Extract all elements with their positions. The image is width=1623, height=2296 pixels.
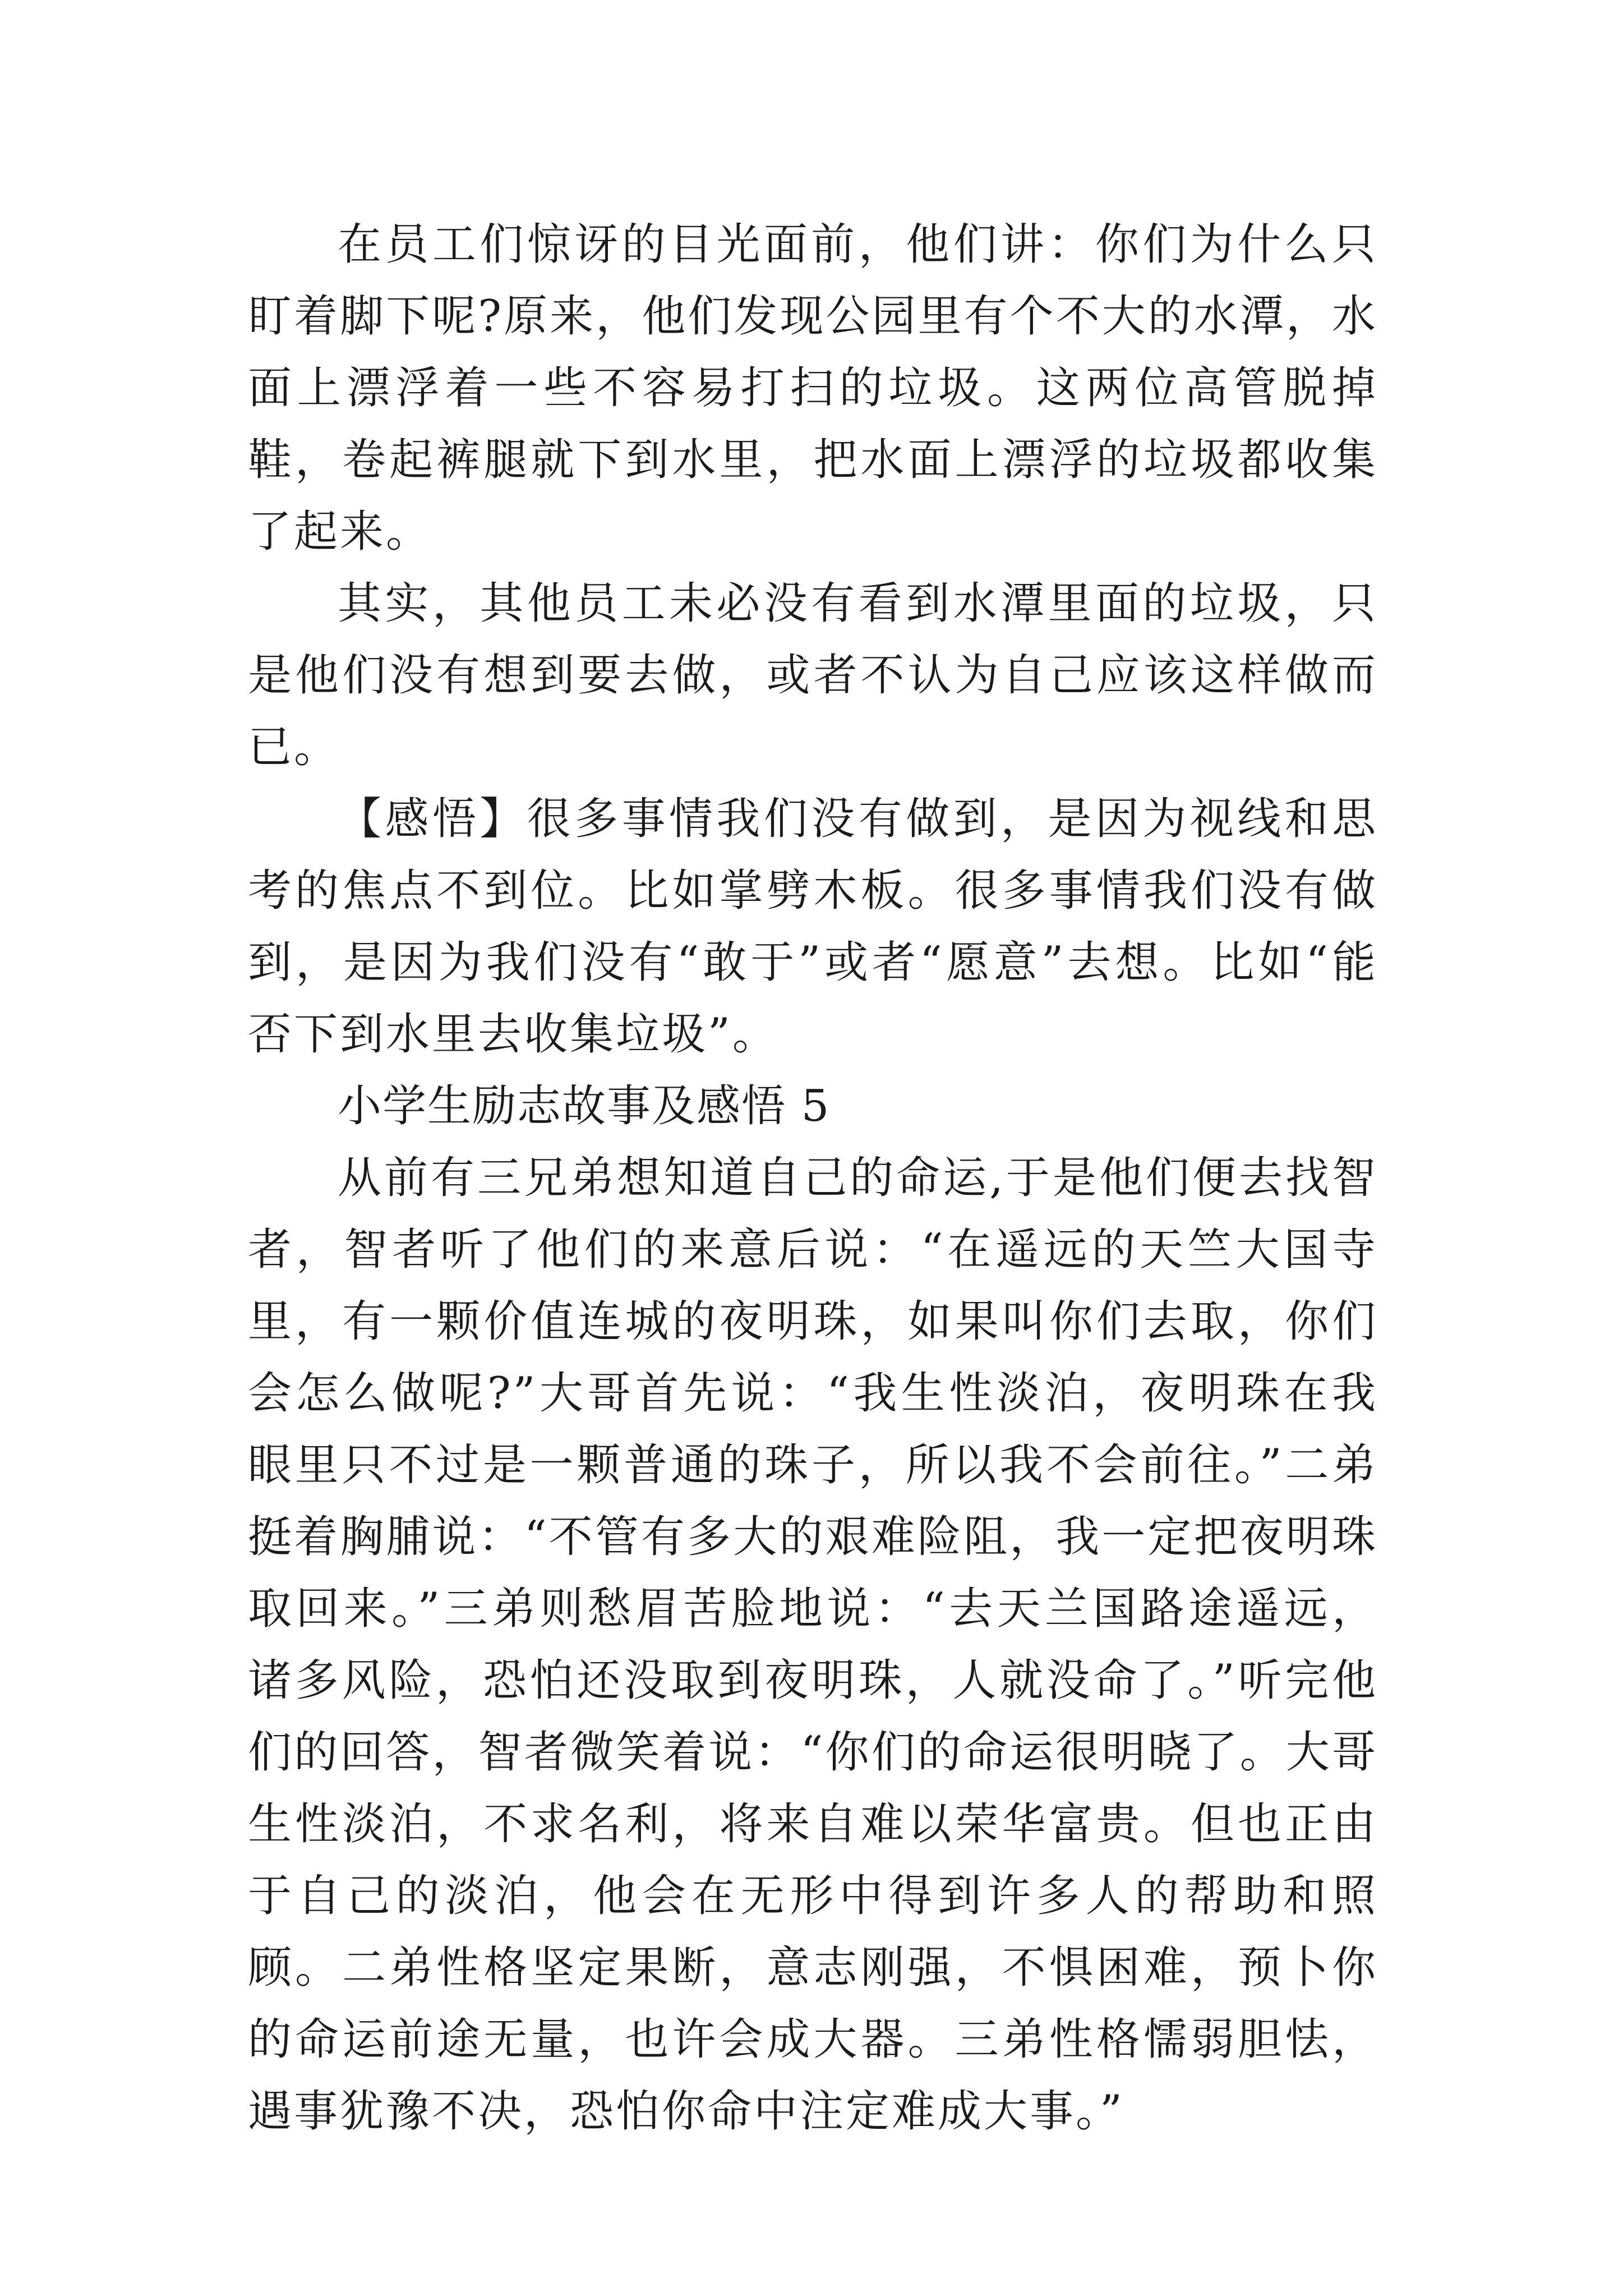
paragraph-executives-cleanup: 在员工们惊讶的目光面前，他们讲：你们为什么只盯着脚下呢?原来，他们发现公园里有个不大的水潭，水面上漂浮着一些不容易打扫的垃圾。这两位高管脱掉鞋，卷起裤腿就下到水里，把水面上漂浮的垃圾都收集了起来。 <box>248 219 1378 557</box>
paragraph-other-employees: 其实，其他员工未必没有看到水潭里面的垃圾，只是他们没有想到要去做，或者不认为自己应该这样做而已。 <box>248 578 1378 772</box>
paragraph-three-brothers: 从前有三兄弟想知道自己的命运,于是他们便去找智者，智者听了他们的来意后说：“在遥远的天竺大国寺里，有一颗价值连城的夜明珠，如果叫你们去取，你们会怎么做呢?”大哥首先说：“我生性淡泊，夜明珠在我眼里只不过是一颗普通的珠子，所以我不会前往。”二弟挺着胸脯说：“不管有多大的艰难险阻，我一定把夜明珠取回来。”三弟则愁眉苦脸地说：“去天兰国路途遥远，诸多风险，恐怕还没取到夜明珠，人就没命了。”听完他们的回答，智者微笑着说：“你们的命运很明晓了。大哥生性淡泊，不求名利，将来自难以荣华富贵。但也正由于自己的淡泊，他会在无形中得到许多人的帮助和照顾。二弟性格坚定果断，意志刚强，不惧困难，预卜你的命运前途无量，也许会成大器。三弟性格懦弱胆怯，遇事犹豫不决，恐怕你命中注定难成大事。” <box>248 1153 1378 2137</box>
paragraph-insight: 【感悟】很多事情我们没有做到，是因为视线和思考的焦点不到位。比如掌劈木板。很多事情我们没有做到，是因为我们没有“敢于”或者“愿意”去想。比如“能否下到水里去收集垃圾”。 <box>248 794 1378 1060</box>
section-heading: 小学生励志故事及感悟 5 <box>338 1081 831 1131</box>
document-body <box>248 209 1378 2147</box>
